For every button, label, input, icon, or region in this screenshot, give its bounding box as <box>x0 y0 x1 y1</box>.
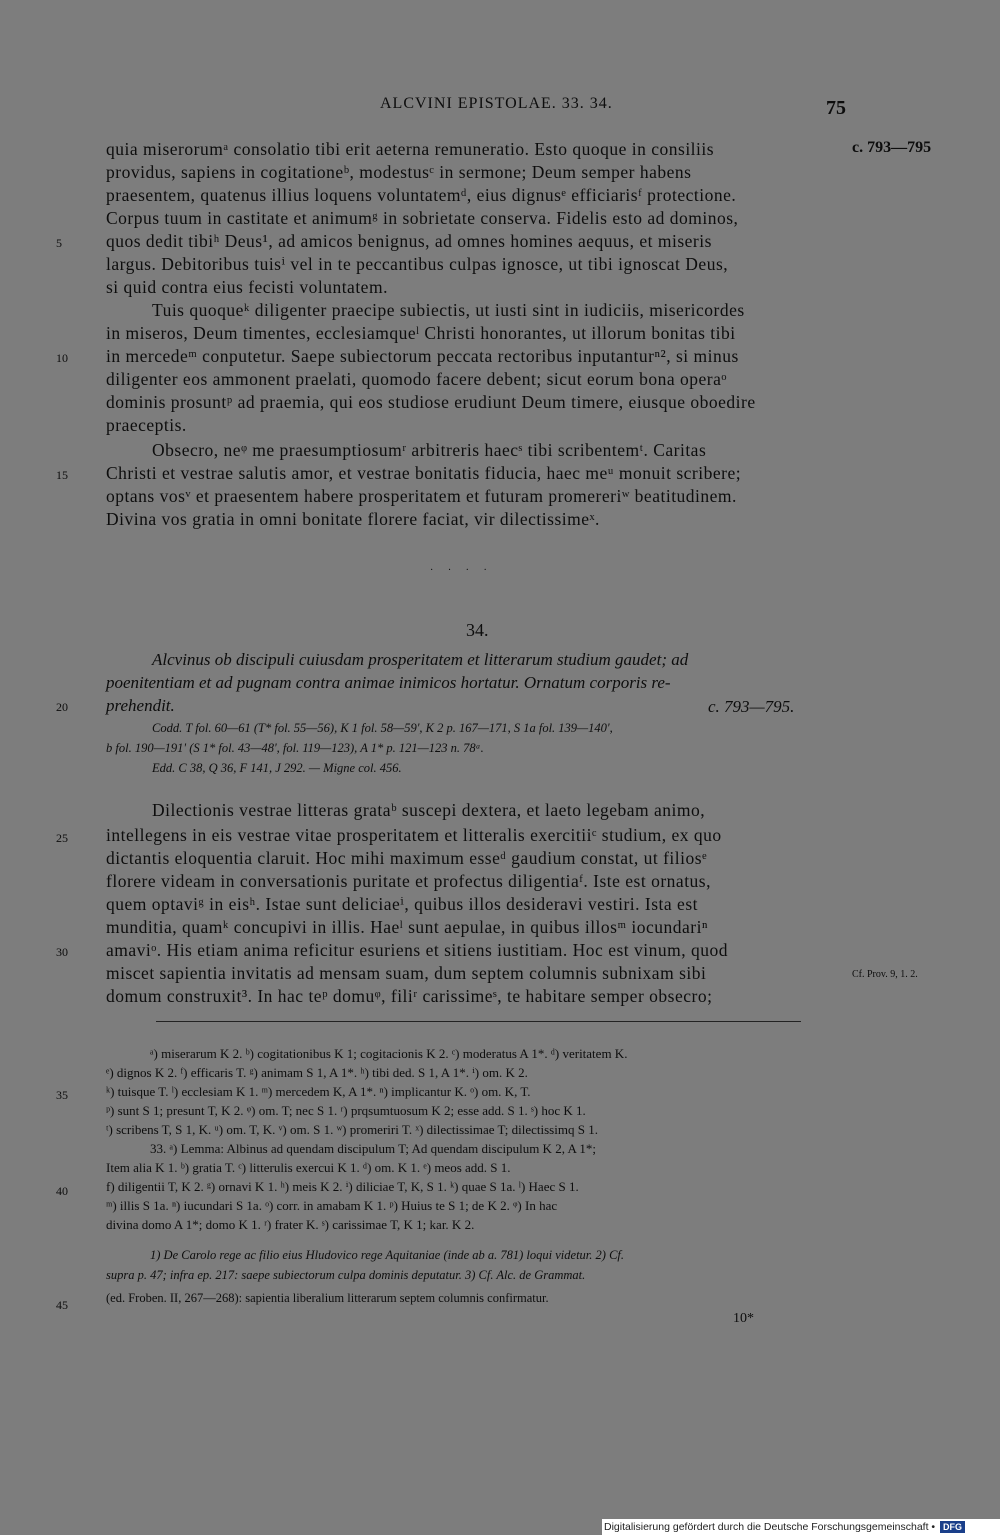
summary-line: Alcvinus ob discipuli cuiusdam prosperitatem et litterarum studium gaudet; ad <box>152 650 689 669</box>
note-line: divina domo A 1*; domo K 1. ʳ) frater K. ˢ) carissimae T, K 1; kar. K 2. <box>106 1217 475 1232</box>
note-line: f) diligentii T, K 2. ᵍ) ornavi K 1. ʰ) meis K 2. ⁱ) diliciae T, K, S 1. ᵏ) quae S 1a. ˡ) Haec S 1. <box>106 1179 579 1194</box>
text-line: providus, sapiens in cogitationeᵇ, modestusᶜ in sermone; Deum semper habens <box>106 162 692 182</box>
note-line: ᵖ) sunt S 1; presunt T, K 2. ᵠ) om. T; nec S 1. ʳ) prqsumtuosum K 2; esse add. S 1. ˢ) hoc K 1. <box>106 1103 586 1118</box>
text-line: amaviᵒ. His etiam anima reficitur esuriens et sitiens iustitiam. Hoc est vinum, quod <box>106 940 728 960</box>
section-separator: · · · · <box>430 565 493 576</box>
margin-reference: Cf. Prov. 9, 1. 2. <box>852 969 918 980</box>
editions-line: Edd. C 38, Q 36, F 141, J 292. — Migne col. 456. <box>152 761 402 775</box>
line-number: 40 <box>56 1184 68 1198</box>
text-line: optans vosᵛ et praesentem habere prosperitatem et futuram promereriʷ beatitudinem. <box>106 486 737 506</box>
text-line: intellegens in eis vestrae vitae prosperitatem et litteralis exercitiiᶜ studium, ex quo <box>106 825 722 845</box>
text-line: miscet sapientia invitatis ad mensam suam, dum septem columnis subnixam sibi <box>106 963 707 983</box>
note-line: ᵗ) scribens T, S 1, K. ᵘ) om. T, K. ᵛ) om. S 1. ʷ) promeriri T. ˣ) dilectissimae T; dilectissimq S 1. <box>106 1122 598 1137</box>
summary-line: prehendit. <box>106 696 175 715</box>
dfg-logo-icon: DFG <box>940 1521 965 1533</box>
line-number: 30 <box>56 945 68 959</box>
note-line: ᵏ) tuisque T. ˡ) ecclesiam K 1. ᵐ) mercedem K, A 1*. ⁿ) implicantur K. ᵒ) om. K, T. <box>106 1084 531 1099</box>
line-number: 5 <box>56 236 62 250</box>
text-line: Divina vos gratia in omni bonitate florere faciat, vir dilectissimeˣ. <box>106 509 600 529</box>
digitization-footer <box>602 1519 1000 1535</box>
note-line: Item alia K 1. ᵇ) gratia T. ᶜ) litterulis exercui K 1. ᵈ) om. K 1. ᵉ) meos add. S 1. <box>106 1160 511 1175</box>
text-line: Tuis quoqueᵏ diligenter praecipe subiectis, ut iusti sint in iudiciis, misericordes <box>152 300 745 320</box>
text-line: praeceptis. <box>106 415 187 435</box>
text-line: in mercedeᵐ conputetur. Saepe subiectorum peccata rectoribus inputanturⁿ², si minus <box>106 346 739 366</box>
text-line: largus. Debitoribus tuisⁱ vel in te peccantibus culpas ignosce, ut tibi ignoscat Deus, <box>106 254 729 274</box>
footnote-line: supra p. 47; infra ep. 217: saepe subiectorum culpa dominis deputatur. 3) Cf. Alc. de Grammat. <box>106 1268 586 1282</box>
line-number: 10 <box>56 351 68 365</box>
text-line: diligenter eos ammonent praelati, quomodo facere debent; sicut eorum bona operaᵒ <box>106 369 727 389</box>
text-line: in miseros, Deum timentes, ecclesiamqueˡ Christi honorantes, ut illorum bonitas tibi <box>106 323 736 343</box>
codices-line: b fol. 190—191' (S 1* fol. 43—48', fol. 119—123), A 1* p. 121—123 n. 78ᵃ. <box>106 741 484 755</box>
page-number: 75 <box>826 97 846 119</box>
note-line: ᵉ) dignos K 2. ᶠ) efficaris T. ᵍ) animam S 1, A 1*. ʰ) tibi ded. S 1, A 1*. ⁱ) om. K 2. <box>106 1065 528 1080</box>
footnote-line: (ed. Froben. II, 267—268): sapientia liberalium litterarum septem columnis confirmatur. <box>106 1291 549 1305</box>
text-line: Corpus tuum in castitate et animumᵍ in sobrietate conserva. Fidelis esto ad dominos, <box>106 208 739 228</box>
footnote-line: 1) De Carolo rege ac filio eius Hludovico rege Aquitaniae (inde ab a. 781) loqui videtur. 2) Cf. <box>150 1248 624 1262</box>
line-number: 25 <box>56 831 68 845</box>
note-line: 33. ᵃ) Lemma: Albinus ad quendam discipulum T; Ad quendam discipulum K 2, A 1*; <box>150 1141 597 1156</box>
note-line: ᵐ) illis S 1a. ⁿ) iucundari S 1a. ᵒ) corr. in amabam K 1. ᵖ) Huius te S 1; de K 2. ᵠ) In hac <box>106 1198 558 1213</box>
codices-line: Codd. T fol. 60—61 (T* fol. 55—56), K 1 fol. 58—59', K 2 p. 167—171, S 1a fol. 139—140', <box>152 721 613 735</box>
letter-date: c. 793—795. <box>708 697 795 716</box>
running-title: ALCVINI EPISTOLAE. 33. 34. <box>380 95 613 112</box>
line-number: 20 <box>56 700 68 714</box>
text-line: quos dedit tibiʰ Deus¹, ad amicos benignus, ad omnes homines aequus, et miseris <box>106 231 712 251</box>
text-line: domum construxit³. In hac teᵖ domuᵠ, filiʳ carissimeˢ, te habitare semper obsecro; <box>106 986 713 1006</box>
footnote-rule <box>156 1021 801 1022</box>
note-line: ᵃ) miserarum K 2. ᵇ) cogitationibus K 1; cogitacionis K 2. ᶜ) moderatus A 1*. ᵈ) veritatem K. <box>150 1046 628 1061</box>
line-number: 15 <box>56 468 68 482</box>
text-line: quia miserorumᵃ consolatio tibi erit aeterna remuneratio. Esto quoque in consiliis <box>106 139 715 159</box>
text-line: si quid contra eius fecisti voluntatem. <box>106 277 388 297</box>
text-line: Dilectionis vestrae litteras grataᵇ suscepi dextera, et laeto legebam animo, <box>152 800 706 820</box>
text-line: dictantis eloquentia claruit. Hoc mihi maximum esseᵈ gaudium constat, ut filiosᵉ <box>106 848 708 868</box>
margin-date: c. 793—795 <box>852 139 932 156</box>
text-line: dominis prosuntᵖ ad praemia, qui eos studiose erudiunt Deum timere, eiusque oboedire <box>106 392 756 412</box>
text-line: praesentem, quatenus illius loquens voluntatemᵈ, eius dignusᵉ efficiarisᶠ protectione. <box>106 185 737 205</box>
text-line: munditia, quamᵏ concupivi in illis. Haeˡ sunt aepulae, in quibus illosᵐ iocundariⁿ <box>106 917 709 937</box>
line-number: 45 <box>56 1298 68 1312</box>
text-line: Obsecro, neᵠ me praesumptiosumʳ arbitreris haecˢ tibi scribentemᵗ. Caritas <box>152 440 707 460</box>
line-number: 35 <box>56 1088 68 1102</box>
letter-number: 34. <box>466 620 489 640</box>
summary-line: poenitentiam et ad pugnam contra animae inimicos hortatur. Ornatum corporis re- <box>106 673 671 692</box>
signature-mark: 10* <box>733 1311 754 1326</box>
text-line: Christi et vestrae salutis amor, et vestrae bonitatis fiducia, haec meᵘ monuit scribere; <box>106 463 742 483</box>
text-line: florere videam in conversationis puritate et profectus diligentiaᶠ. Iste est ornatus, <box>106 871 711 891</box>
text-line: quem optaviᵍ in eisʰ. Istae sunt deliciaeⁱ, quibus illos desideravi vestiri. Ista est <box>106 894 698 914</box>
footer-text: Digitalisierung gefördert durch die Deutsche Forschungsgemeinschaft • <box>604 1521 936 1533</box>
